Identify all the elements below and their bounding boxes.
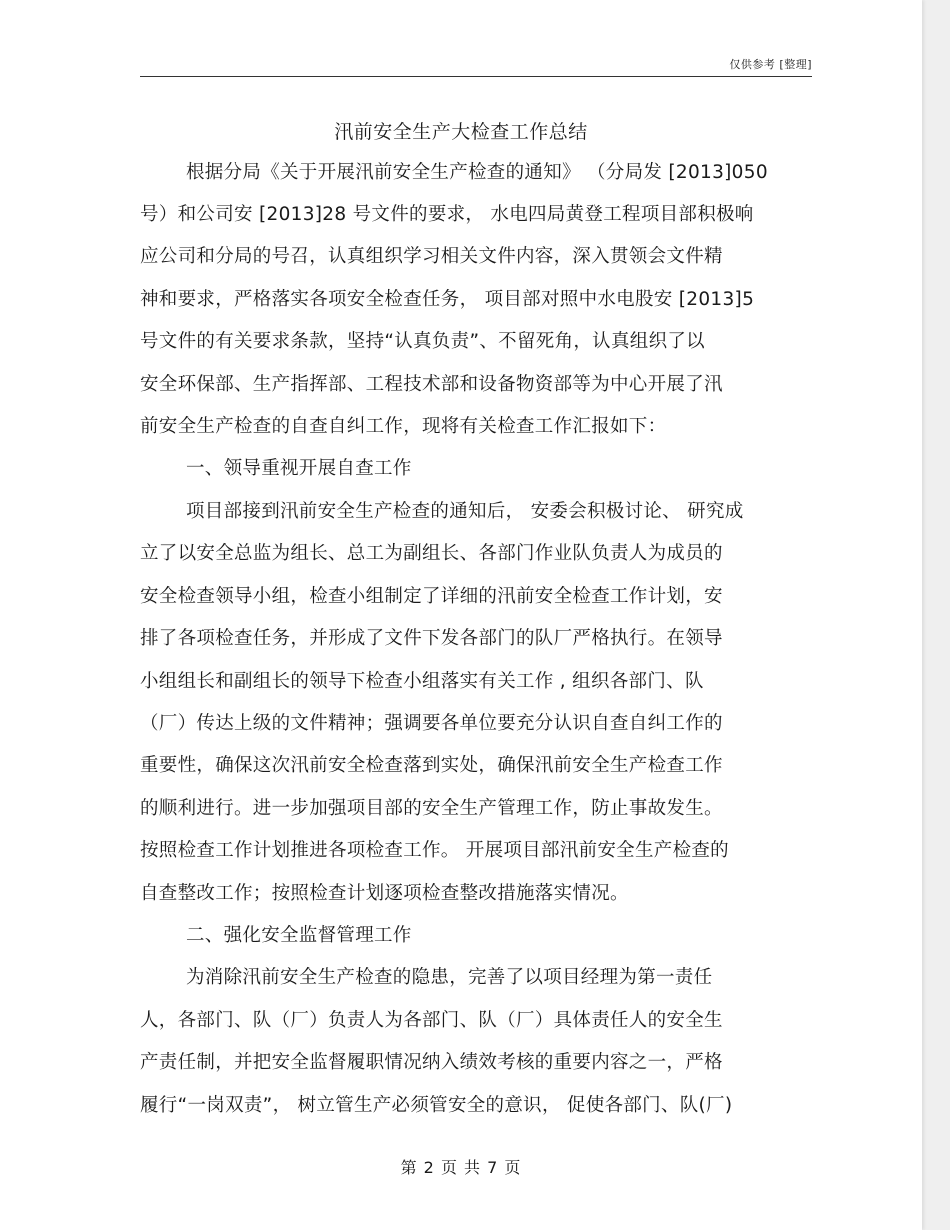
paragraph-line: 神和要求，严格落实各项安全检查任务， 项目部对照中水电股安 [2013]5: [140, 289, 755, 310]
paragraph-line: 小组组长和副组长的领导下检查小组落实有关工作 , 组织各部门、队: [140, 671, 704, 692]
paragraph-line: 号）和公司安 [2013]28 号文件的要求， 水电四局黄登工程项目部积极响: [140, 204, 754, 225]
paragraph-line: 号文件的有关要求条款，坚持“认真负责”、不留死角，认真组织了以: [140, 331, 705, 352]
document-title: 汛前安全生产大检查工作总结: [334, 121, 588, 143]
paragraph-line: 应公司和分局的号召，认真组织学习相关文件内容，深入贯领会文件精: [140, 246, 723, 267]
paragraph-line: 产责任制，并把安全监督履职情况纳入绩效考核的重要内容之一，严格: [140, 1052, 723, 1073]
paragraph-line: 排了各项检查任务，并形成了文件下发各部门的队厂严格执行。在领导: [140, 628, 723, 649]
paragraph-line: 项目部接到汛前安全生产检查的通知后， 安委会积极讨论、 研究成: [186, 501, 744, 522]
paragraph-line: 前安全生产检查的自查自纠工作，现将有关检查工作汇报如下：: [140, 416, 667, 437]
paragraph-line: 自查整改工作；按照检查计划逐项检查整改措施落实情况。: [140, 883, 629, 904]
paragraph-line: （厂）传达上级的文件精神；强调要各单位要充分认识自查自纠工作的: [140, 713, 723, 734]
paragraph-line: 的顺利进行。进一步加强项目部的安全生产管理工作，防止事故发生。: [140, 798, 723, 819]
paragraph-line: 按照检查工作计划推进各项检查工作。 开展项目部汛前安全生产检查的: [140, 840, 729, 861]
header-note: 仅供参考 [整理]: [729, 58, 812, 71]
paragraph-line: 根据分局《关于开展汛前安全生产检查的通知》 （分局发 [2013]050: [186, 162, 768, 183]
page-number: 第 2 页 共 7 页: [400, 1158, 522, 1177]
paragraph-line: 重要性，确保这次汛前安全检查落到实处，确保汛前安全生产检查工作: [140, 755, 723, 776]
paragraph-line: 安全环保部、生产指挥部、工程技术部和设备物资部等为中心开展了汛: [140, 374, 723, 395]
section-heading: 一、领导重视开展自查工作: [186, 458, 412, 479]
paragraph-line: 为消除汛前安全生产检查的隐患，完善了以项目经理为第一责任: [186, 967, 713, 988]
paragraph-line: 履行“一岗双责”， 树立管生产必须管安全的意识， 促使各部门、队(厂): [140, 1095, 733, 1116]
paragraph-line: 人，各部门、队（厂）负责人为各部门、队（厂）具体责任人的安全生: [140, 1010, 723, 1031]
section-heading: 二、强化安全监督管理工作: [186, 925, 412, 946]
paragraph-line: 安全检查领导小组，检查小组制定了详细的汛前安全检查工作计划，安: [140, 586, 723, 607]
paragraph-line: 立了以安全总监为组长、总工为副组长、各部门作业队负责人为成员的: [140, 543, 723, 564]
header-rule: [140, 76, 812, 77]
